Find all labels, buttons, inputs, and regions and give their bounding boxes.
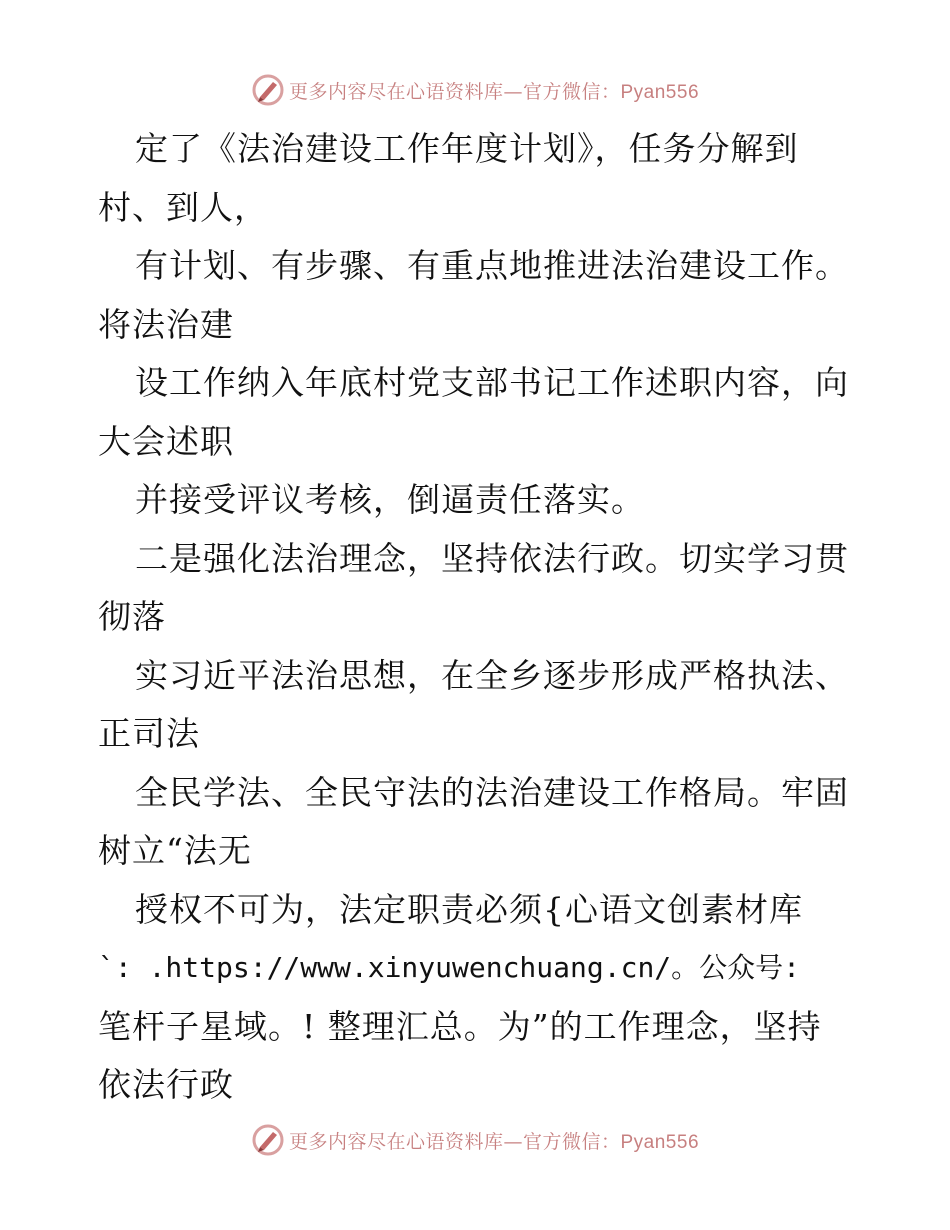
body-line: 依法行政 bbox=[98, 1065, 234, 1104]
body-line: 大会述职 bbox=[98, 421, 234, 461]
body-line: 彻落 bbox=[98, 597, 166, 636]
body-line: 将法治建 bbox=[98, 304, 234, 344]
body-line: 定了《法治建设工作年度计划》，任务分解到 bbox=[135, 129, 799, 168]
body-line-url: `: .https://www.xinyuwenchuang.cn/。公众号: bbox=[98, 951, 801, 984]
header-watermark-text: 更多内容尽在心语资料库—官方微信：Pyan556 bbox=[288, 80, 700, 103]
body-line: 全民学法、全民守法的法治建设工作格局。牢固 bbox=[135, 772, 849, 812]
body-line: 并接受评议考核，倒逼责任落实。 bbox=[135, 480, 645, 519]
body-line: 授权不可为，法定职责必须{心语文创素材库 bbox=[135, 889, 803, 929]
footer-watermark-banner bbox=[0, 1120, 950, 1160]
header-watermark-banner bbox=[0, 70, 950, 110]
footer-watermark-handle: Pyan556 bbox=[620, 1131, 700, 1153]
body-line: 二是强化法治理念，坚持依法行政。切实学习贯 bbox=[135, 538, 849, 578]
footer-watermark-text: 更多内容尽在心语资料库—官方微信：Pyan556 bbox=[288, 1130, 700, 1153]
pen-logo-icon bbox=[251, 1123, 285, 1157]
body-line: 设工作纳入年底村党支部书记工作述职内容，向 bbox=[135, 363, 849, 402]
body-line: 实习近平法治思想，在全乡逐步形成严格执法、 bbox=[135, 655, 849, 695]
body-line: 有计划、有步骤、有重点地推进法治建设工作。 bbox=[135, 246, 849, 285]
document-body bbox=[98, 120, 858, 1115]
body-line: 笔杆子星域。! 整理汇总。为”的工作理念，坚持 bbox=[98, 1006, 822, 1046]
pen-logo-icon bbox=[251, 73, 285, 107]
body-line: 树立“法无 bbox=[98, 831, 252, 870]
body-line: 村、到人， bbox=[98, 187, 268, 227]
body-line: 正司法 bbox=[98, 714, 200, 753]
header-watermark-handle: Pyan556 bbox=[620, 81, 700, 103]
